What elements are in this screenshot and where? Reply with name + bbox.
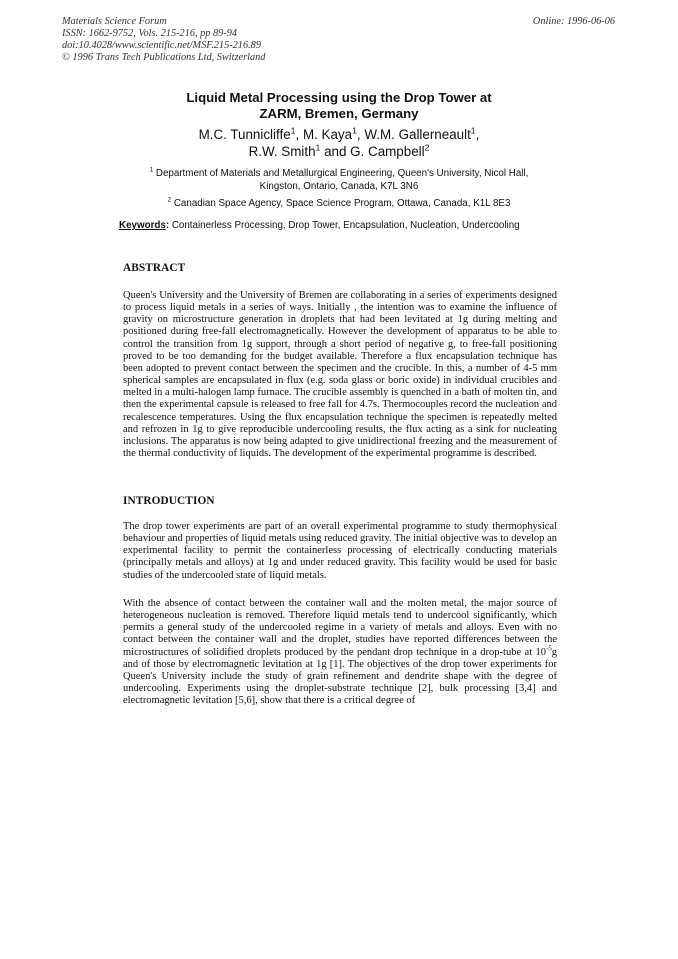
online-date: Online: 1996-06-06: [532, 16, 615, 27]
issn-line: ISSN: 1662-9752, Vols. 215-216, pp 89-94: [62, 28, 238, 39]
affiliation-1: $^1$ Department of Materials and Metallurgical Engineering, Queen's University, Nicol Hall, Kingston, Ontario, Canada, K7L 3N6: [149, 166, 529, 192]
author-line-1: M.C. Tunnicliffe$^1$, M. Kaya$^1$, W.M. Gallerneault$^1$,: [198, 125, 480, 142]
title-line-1: Liquid Metal Processing using the Drop Tower at: [186, 90, 492, 105]
author-name: R.W. Smith: [248, 144, 316, 159]
author-list: [120, 126, 558, 160]
affiliation-mark: 1: [290, 125, 296, 136]
paper-title: [120, 90, 558, 121]
affiliation-mark: 2: [424, 142, 430, 153]
affiliation-mark: 1: [352, 125, 357, 136]
introduction-paragraph-2: With the absence of contact between the container wall and the molten metal, the major source of heterogeneous nucleation is removed. Therefore liquid metals tend to undercool significantly, which permits a general study of the undercooled regime in a variety of metals and alloys. Even with no contact between the container wall and the droplet, studies have reported differences between the microstructures of solidified droplets produced by the pendant drop technique in a drop-tube at $10^{-5}g$ and of those by electromagnetic levitation at 1g [1]. The objectives of the drop tower experiments for Queen's University include the study of grain refinement and dendrite shape with the degree of undercooling. Experiments using the droplet-substrate technique [2], bulk processing [3,4] and electromagnetic levitation [5,6], show that there is a critical degree of: [123, 598, 557, 707]
abstract-heading: ABSTRACT: [123, 262, 186, 274]
author-name: M.C. Tunnicliffe: [198, 127, 291, 142]
keywords-text: Containerless Processing, Drop Tower, Encapsulation, Nucleation, Undercooling: [169, 220, 520, 231]
journal-name: Materials Science Forum: [62, 16, 167, 27]
affiliation-2: $^2$ Canadian Space Agency, Space Science Program, Ottawa, Canada, K1L 8E3: [167, 196, 511, 209]
author-name: W.M. Gallerneault: [364, 127, 471, 142]
affiliation-mark: 1: [315, 142, 321, 153]
publication-info: [62, 16, 265, 64]
author-line-2: R.W. Smith$^1$ and G. Campbell$^2$: [248, 142, 430, 159]
keywords-label: Keywords: [119, 220, 166, 231]
title-line-2: ZARM, Bremen, Germany: [259, 105, 419, 121]
copyright-line: © 1996 Trans Tech Publications Ltd, Switzerland: [62, 52, 266, 63]
author-name: M. Kaya: [302, 127, 353, 142]
doi-line: doi:10.4028/www.scientific.net/MSF.215-216.89: [62, 40, 261, 51]
affiliation-mark: 1: [470, 125, 476, 136]
author-name: G. Campbell: [350, 144, 425, 159]
introduction-heading: INTRODUCTION: [123, 495, 215, 507]
keywords-line: Keywords: Containerless Processing, Drop Tower, Encapsulation, Nucleation, Undercooling: [119, 220, 520, 231]
introduction-paragraph-1: The drop tower experiments are part of an overall experimental programme to study thermophysical behaviour and properties of liquid metals using reduced gravity. The initial objective was to develop an experimental facility to permit the containerless processing of electrically conducting materials (principally metals and alloys) at 1g and under reduced gravity. This facility would be used for basic studies of the undercooled state of liquid metals.: [123, 521, 557, 581]
abstract-text: Queen's University and the University of Bremen are collaborating in a series of experiments designed to process liquid metals in a series of ways. Initially , the intention was to examine the influence of gravity on microstructure generation in droplets that had been levitated at 1g during melting and positioned during free-fall electromagnetically. However the development of apparatus to be able to control the transition from 1g support, through a short period of negative g, to free-fall positioning proved to be too demanding for the budget available. Therefore a flux encapsulation technique has been adopted to prevent contact between the specimen and the crucible. In this, a number of 4-5 mm spherical samples are encapsulated in flux (e.g. soda glass or boric oxide) in individual crucibles and melted in a multi-halogen lamp furnace. The crucible assembly is quenched in a bath of molten tin, and then the experimental capsule is released to free fall for 4.7s. Thermocouples record the nucleation and recalescence temperatures. Using the flux encapsulation technique the specimen is repeatedly melted and refrozen in 1g to give reproducible undercooling results, the flux acting as a sink for nucleating inclusions. The apparatus is now being adapted to give unidirectional freezing and the measurement of the thermal conductivity of liquids. The development of the experimental programme is described.: [123, 290, 557, 460]
